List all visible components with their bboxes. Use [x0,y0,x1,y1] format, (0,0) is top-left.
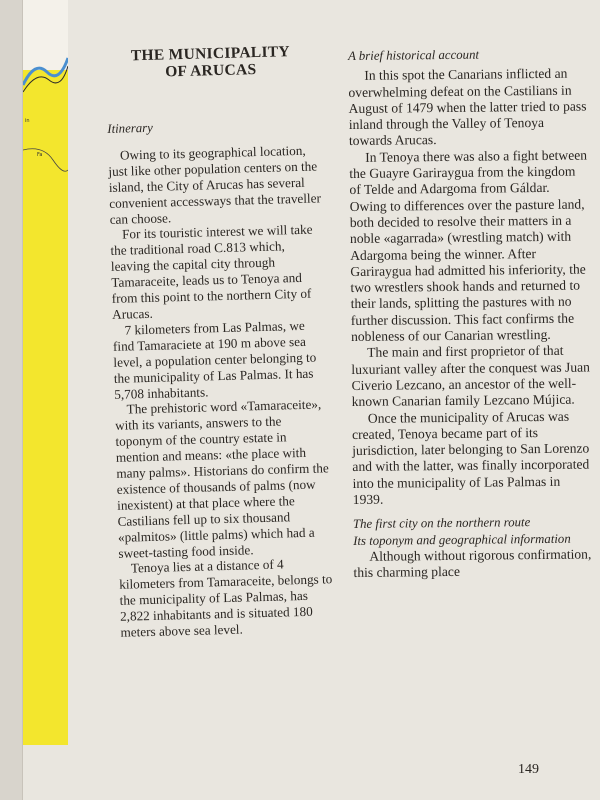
paragraph: Tenoya lies at a distance of 4 kilometers from Tamaraceite, belongs to the municipality of Las Palmas, has 2,822 inhabitants and is situated 180 meters above sea level. [119,556,333,640]
paragraph: Owing to its geographical location, just like other population centers on the island, the City of Arucas has several convenient accessways that the traveller can choose. [108,142,322,227]
paragraph: The prehistoric word «Tamaraceite», with its variants, answers to the toponym of the country estate in mention and means: «the place with many palms». Historians do confirm the existence of thousands of palms (now inexistent) at that place where the Castilians fell up to six thousand «palmitos» (little palms) which had a sweet-tasting food inside. [114,396,329,561]
paragraph: In Tenoya there was also a fight between the Guayre Gariraygua from the kingdom of Telde and Adargoma from Gáldar. Owing to differences over the pasture land, both decided to resolve their matters in a noble «agarrada» (wrestling match) with Adargoma being the winner. After Gariraygua had admitted his inferiority, the two wrestlers shook hands and returned to their lands, splitting the pastures with no further discussion. This fact confirms the nobleness of our Canarian wrestling. [349,147,588,345]
paragraph: Although without rigorous confirmation, this charming place [353,546,592,581]
map-route-lines [23,0,68,745]
paragraph: 7 kilometers from Las Palmas, we find Tamaraciete at 190 m above sea level, a population center belonging to the municipality of Las Palmas. It has 5,708 inhabitants. [112,317,317,402]
title-line: THE MUNICIPALITY [130,43,291,65]
subheading-first-city: The first city on the northern route [352,515,531,532]
map-fragment [23,0,68,745]
right-column [348,45,594,581]
section-heading-itinerary: Itinerary [107,120,153,136]
left-column [105,34,337,640]
chapter-title [105,43,316,82]
book-page [22,0,600,800]
map-label: in [25,118,30,124]
subheading-toponym: Its toponym and geographical information [353,531,571,548]
title-line: OF ARUCAS [164,61,257,81]
map-label: Fa [37,152,43,158]
page-number: 149 [518,762,539,777]
paragraph: For its touristic interest we will take the traditional road C.813 which, leaving the capital city through Tamaraceite, leads us to Tenoya and from this point to the northern City of Arucas. [110,222,313,322]
section-heading-history: A brief historical account [348,47,480,63]
paragraph: Once the municipality of Arucas was created, Tenoya became part of its jurisdiction, later belonging to San Lorenzo and with the latter, was finally incorporated into the municipality of Las Palmas in 1939. [351,408,590,507]
paragraph: In this spot the Canarians inflicted an overwhelming defeat on the Castilians in August of 1479 when the latter tried to pass inland through the Valley of Tenoya towards Arucas. [348,66,587,149]
paragraph: The main and first proprietor of that luxuriant valley after the conquest was Juan Civerio Lezcano, an ancestor of the well-known Canarian family Lezcano Mújica. [351,343,591,410]
